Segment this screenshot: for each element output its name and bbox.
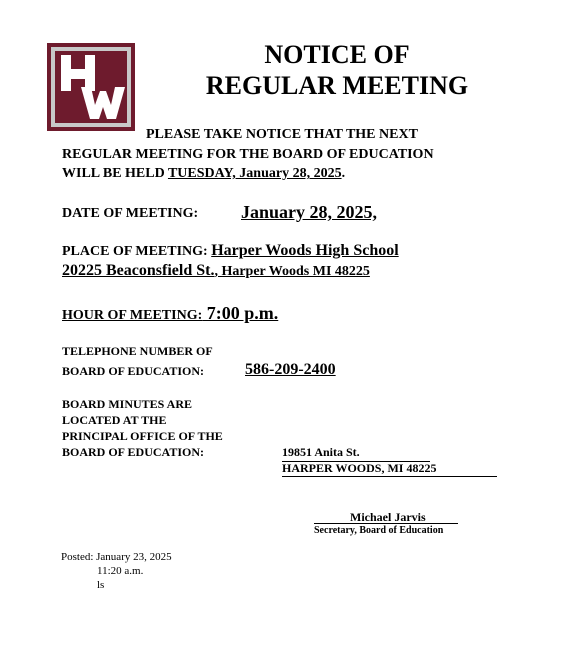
minutes-line-2: LOCATED AT THE <box>62 413 167 427</box>
title-line-1: NOTICE OF <box>264 40 410 69</box>
meeting-day-date: TUESDAY, January 28, 2025 <box>167 166 342 181</box>
posted-initials: ls <box>97 579 105 591</box>
date-of-meeting-label: DATE OF MEETING: <box>62 206 199 221</box>
telephone-label-line-1: TELEPHONE NUMBER OF <box>62 344 213 358</box>
telephone-label-line-2: BOARD OF EDUCATION: <box>62 364 205 378</box>
hour-of-meeting <box>62 303 278 324</box>
minutes-line-1: BOARD MINUTES ARE <box>62 397 193 411</box>
hour-of-meeting-value: 7:00 p.m. <box>202 303 279 323</box>
notice-line-3-prefix: WILL BE HELD <box>62 166 168 181</box>
minutes-line-4: BOARD OF EDUCATION: <box>62 445 205 459</box>
address-street: 20225 Beaconsfield St. <box>62 262 215 279</box>
date-of-meeting-value: January 28, 2025, <box>241 202 378 222</box>
address-underline-2 <box>282 476 497 477</box>
address-city: , Harper Woods MI 48225 <box>214 264 370 279</box>
minutes-address-line-1: 19851 Anita St. <box>282 445 360 459</box>
title-line-2: REGULAR MEETING <box>205 71 469 100</box>
notice-line-3 <box>62 164 345 183</box>
place-of-meeting-label: PLACE OF MEETING: <box>62 244 212 259</box>
place-of-meeting-school: Harper Woods High School <box>211 242 399 259</box>
telephone-value: 586-209-2400 <box>245 361 336 378</box>
minutes-line-3: PRINCIPAL OFFICE OF THE <box>62 429 223 443</box>
harper-woods-logo <box>47 43 135 131</box>
signature-name: Michael Jarvis <box>350 510 426 524</box>
place-of-meeting <box>62 242 399 260</box>
minutes-address-line-2: HARPER WOODS, MI 48225 <box>282 461 437 475</box>
signature-line <box>314 523 458 524</box>
hour-of-meeting-label: HOUR OF MEETING: <box>62 308 203 323</box>
signature-title: Secretary, Board of Education <box>314 525 444 536</box>
posted-time: 11:20 a.m. <box>97 565 144 577</box>
place-of-meeting-address <box>62 262 370 280</box>
notice-line-1: PLEASE TAKE NOTICE THAT THE NEXT <box>146 127 418 142</box>
notice-line-2: REGULAR MEETING FOR THE BOARD OF EDUCATION <box>62 147 434 162</box>
posted-date: Posted: January 23, 2025 <box>61 551 172 563</box>
notice-line-3-suffix: . <box>341 166 346 181</box>
